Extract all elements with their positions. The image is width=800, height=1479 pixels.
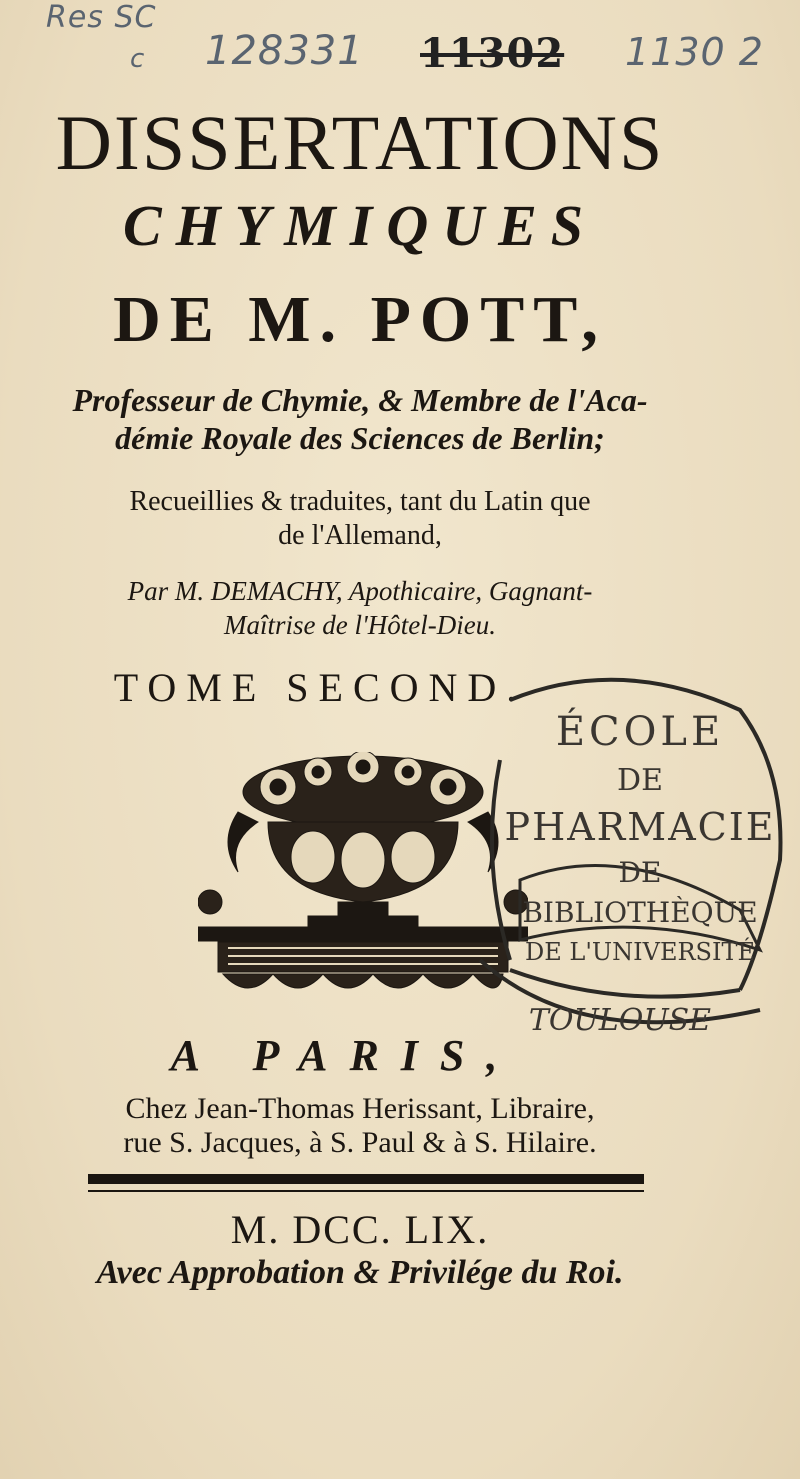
stamp-band-1: BIBLIOTHÈQUE — [522, 896, 758, 929]
author-description-2: démie Royale des Sciences de Berlin; — [115, 420, 605, 456]
struck-shelfmark: 11302 — [420, 30, 565, 77]
stamp-line-1: ÉCOLE — [555, 709, 725, 755]
shelfmark-number: 1130 2 — [625, 30, 764, 74]
stamp-line-3: PHARMACIE — [504, 805, 776, 849]
stamp-band-2: DE L'UNIVERSITÉ — [524, 938, 756, 966]
translator-line-1: Par M. DEMACHY, Apothicaire, Gagnant- — [127, 576, 593, 606]
volume-label: TOME SECOND. — [113, 665, 527, 710]
title-line-1: DISSERTATIONS — [55, 99, 665, 186]
stamp-line-2: DE — [617, 763, 663, 798]
translation-note-2: de l'Allemand, — [278, 520, 442, 551]
translator-line-2: Maîtrise de l'Hôtel-Dieu. — [224, 610, 496, 640]
title-line-3: DE M. POTT, — [113, 283, 607, 356]
author-description-1: Professeur de Chymie, & Membre de l'Aca- — [72, 382, 648, 418]
thick-rule-divider — [88, 1174, 644, 1184]
shelfmark-number: 128331 — [205, 28, 364, 74]
thin-rule-divider — [88, 1190, 644, 1192]
place-of-publication: A PARIS, — [170, 1031, 520, 1080]
shelfmark-note: c — [130, 44, 146, 74]
stamp-city: TOULOUSE — [528, 1003, 712, 1038]
shelfmark-note: Res SC — [46, 0, 157, 35]
translation-note-1: Recueillies & traduites, tant du Latin que — [129, 486, 591, 517]
title-line-2: CHYMIQUES — [122, 193, 598, 258]
imprint-line-1: Chez Jean-Thomas Herissant, Libraire, — [125, 1092, 595, 1125]
stamp-line-4: DE — [618, 856, 662, 889]
imprint-line-2: rue S. Jacques, à S. Paul & à S. Hilaire. — [123, 1126, 597, 1159]
publication-date: M. DCC. LIX. — [230, 1207, 490, 1252]
library-stamp-icon — [440, 660, 800, 1060]
royal-privilege: Avec Approbation & Privilége du Roi. — [96, 1254, 624, 1291]
